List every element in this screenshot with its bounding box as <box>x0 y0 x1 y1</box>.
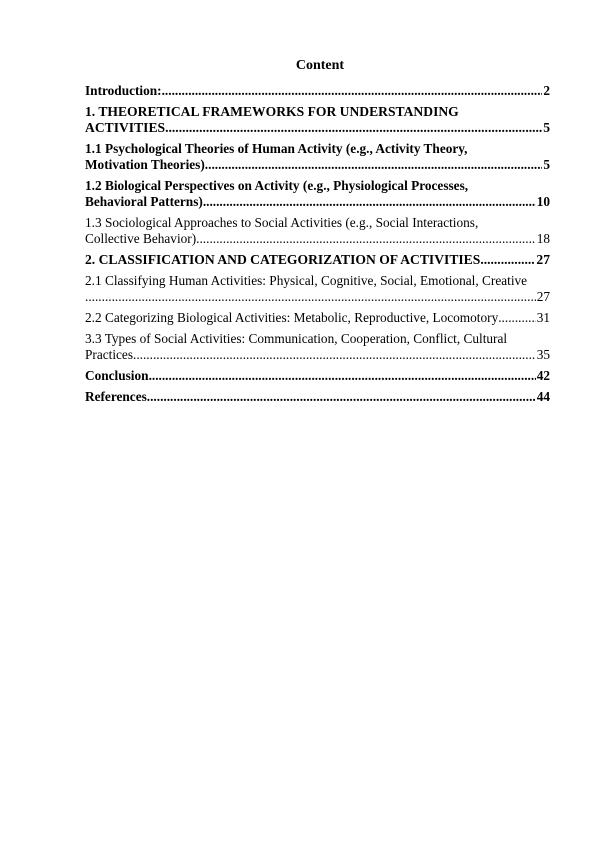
toc-entry-section-2-2[interactable] <box>85 310 550 326</box>
toc-entry-section-1-1[interactable] <box>85 141 550 173</box>
toc-entry-references[interactable] <box>85 389 550 405</box>
toc-entry-text: 2.2 Categorizing Biological Activities: Metabolic, Reproductive, Locomotory <box>85 310 499 325</box>
toc-entry-text: 2. CLASSIFICATION AND CATEGORIZATION OF ACTIVITIES <box>85 252 481 267</box>
toc-entry-last-line <box>85 252 550 268</box>
toc-leader-dots <box>203 194 536 210</box>
toc-page-number: 5 <box>543 157 550 172</box>
toc-page-number: 2 <box>543 83 550 98</box>
toc-entry-last-line <box>85 389 550 405</box>
toc-entry-last-line <box>85 120 550 136</box>
toc-page-number: 35 <box>536 347 550 362</box>
toc-page-number: 5 <box>543 120 550 135</box>
toc-entry-section-1-2[interactable] <box>85 178 550 210</box>
toc-page-number: 10 <box>536 194 550 209</box>
toc-leader-dots <box>85 289 536 305</box>
toc-entry-text: Motivation Theories) <box>85 157 205 172</box>
toc-entry-introduction[interactable] <box>85 83 550 99</box>
toc-page-number: 27 <box>536 289 550 304</box>
toc-entry-last-line <box>85 83 550 99</box>
toc-entry-text-first-line: 3.3 Types of Social Activities: Communication, Cooperation, Conflict, Cultural <box>85 331 508 346</box>
toc-leader-dots <box>165 120 542 136</box>
table-of-contents <box>85 83 550 410</box>
toc-entry-text-first-line: 2.1 Classifying Human Activities: Physical, Cognitive, Social, Emotional, Creative <box>85 273 528 288</box>
toc-entry-conclusion[interactable] <box>85 368 550 384</box>
toc-entry-last-line <box>85 157 550 173</box>
toc-leader-dots <box>149 368 536 384</box>
toc-entry-text: Introduction: <box>85 83 162 98</box>
toc-entry-text: Conclusion <box>85 368 149 383</box>
toc-entry-text: Collective Behavior) <box>85 231 197 246</box>
toc-entry-last-line <box>85 347 550 363</box>
toc-leader-dots <box>205 157 543 173</box>
toc-entry-text-first-line: 1. THEORETICAL FRAMEWORKS FOR UNDERSTANDING <box>85 104 459 119</box>
toc-page-number: 18 <box>536 231 550 246</box>
toc-leader-dots <box>147 389 536 405</box>
toc-entry-text: ACTIVITIES <box>85 120 166 135</box>
toc-leader-dots <box>480 252 535 268</box>
toc-entry-section-1-3[interactable] <box>85 215 550 247</box>
toc-page-number: 44 <box>536 389 550 404</box>
toc-entry-last-line <box>85 231 550 247</box>
toc-entry-text-first-line: 1.2 Biological Perspectives on Activity (e.g., Physiological Processes, <box>85 178 469 193</box>
toc-entry-text-first-line: 1.1 Psychological Theories of Human Activity (e.g., Activity Theory, <box>85 141 468 156</box>
toc-entry-text-first-line: 1.3 Sociological Approaches to Social Activities (e.g., Social Interactions, <box>85 215 479 230</box>
toc-page-number: 27 <box>536 252 550 267</box>
toc-entry-chapter-2[interactable] <box>85 252 550 268</box>
toc-entry-last-line <box>85 289 550 305</box>
toc-entry-text: References <box>85 389 147 404</box>
toc-entry-section-3-3[interactable] <box>85 331 550 363</box>
toc-entry-last-line <box>85 368 550 384</box>
toc-leader-dots <box>133 347 536 363</box>
toc-leader-dots <box>498 310 535 326</box>
toc-page-number: 31 <box>536 310 550 325</box>
toc-entry-last-line <box>85 194 550 210</box>
toc-title: Content <box>295 58 345 73</box>
toc-entry-section-2-1[interactable] <box>85 273 550 305</box>
toc-entry-text: Behavioral Patterns) <box>85 194 203 209</box>
toc-entry-text: Practices <box>85 347 133 362</box>
toc-leader-dots <box>162 83 543 99</box>
toc-entry-last-line <box>85 310 550 326</box>
toc-leader-dots <box>196 231 536 247</box>
toc-page-number: 42 <box>536 368 550 383</box>
toc-entry-chapter-1[interactable] <box>85 104 550 136</box>
